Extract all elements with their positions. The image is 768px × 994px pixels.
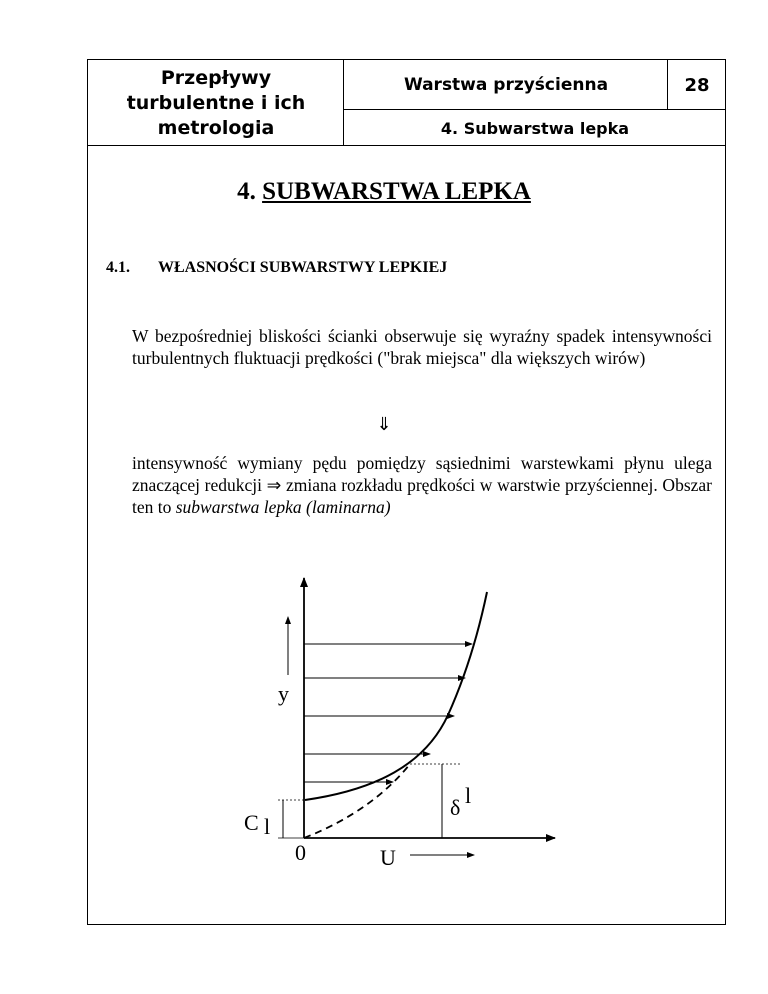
delta-label: δ [450, 795, 461, 820]
velocity-profile-curve [305, 592, 487, 800]
velocity-vectors [304, 644, 472, 782]
delta-superscript: l [465, 783, 472, 808]
header-subsection-title: 4. Subwarstwa lepka [440, 118, 630, 138]
chapter-title-text: SUBWARSTWA LEPKA [262, 178, 531, 205]
course-title: Przepływy turbulentne i ich metrologia [126, 66, 306, 139]
subsection-number: 4.1. [106, 259, 130, 276]
origin-label: 0 [295, 840, 306, 865]
u-label: U [380, 845, 396, 870]
subsection-heading-text: WŁASNOŚCI SUBWARSTWY LEPKIEJ [158, 259, 448, 276]
paragraph-2-text: intensywność wymiany pędu pomiędzy sąsiednimi warstewkami płynu ulega znaczącej redukcji ⇒ zmiana rozkładu prędkości w warstwie przyściennej. Obszar ten to [132, 453, 712, 517]
page-number: 28 [684, 74, 710, 96]
section-title: Warstwa przyścienna [403, 75, 609, 95]
c-subscript: l [264, 814, 271, 839]
paragraph-2-italic: subwarstwa lepka (laminarna) [175, 497, 391, 517]
laminar-profile-dashed-curve [304, 764, 410, 838]
paragraph-1: W bezpośredniej bliskości ścianki obserwuje się wyraźny spadek intensywności turbulentnych fluktuacji prędkości ("brak miejsca" dla większych wirów) [132, 326, 712, 368]
c-label: C [244, 810, 259, 835]
y-axis-label: y [278, 681, 289, 706]
chapter-number: 4. [237, 178, 256, 205]
implies-down-icon: ⇓ [376, 414, 392, 435]
